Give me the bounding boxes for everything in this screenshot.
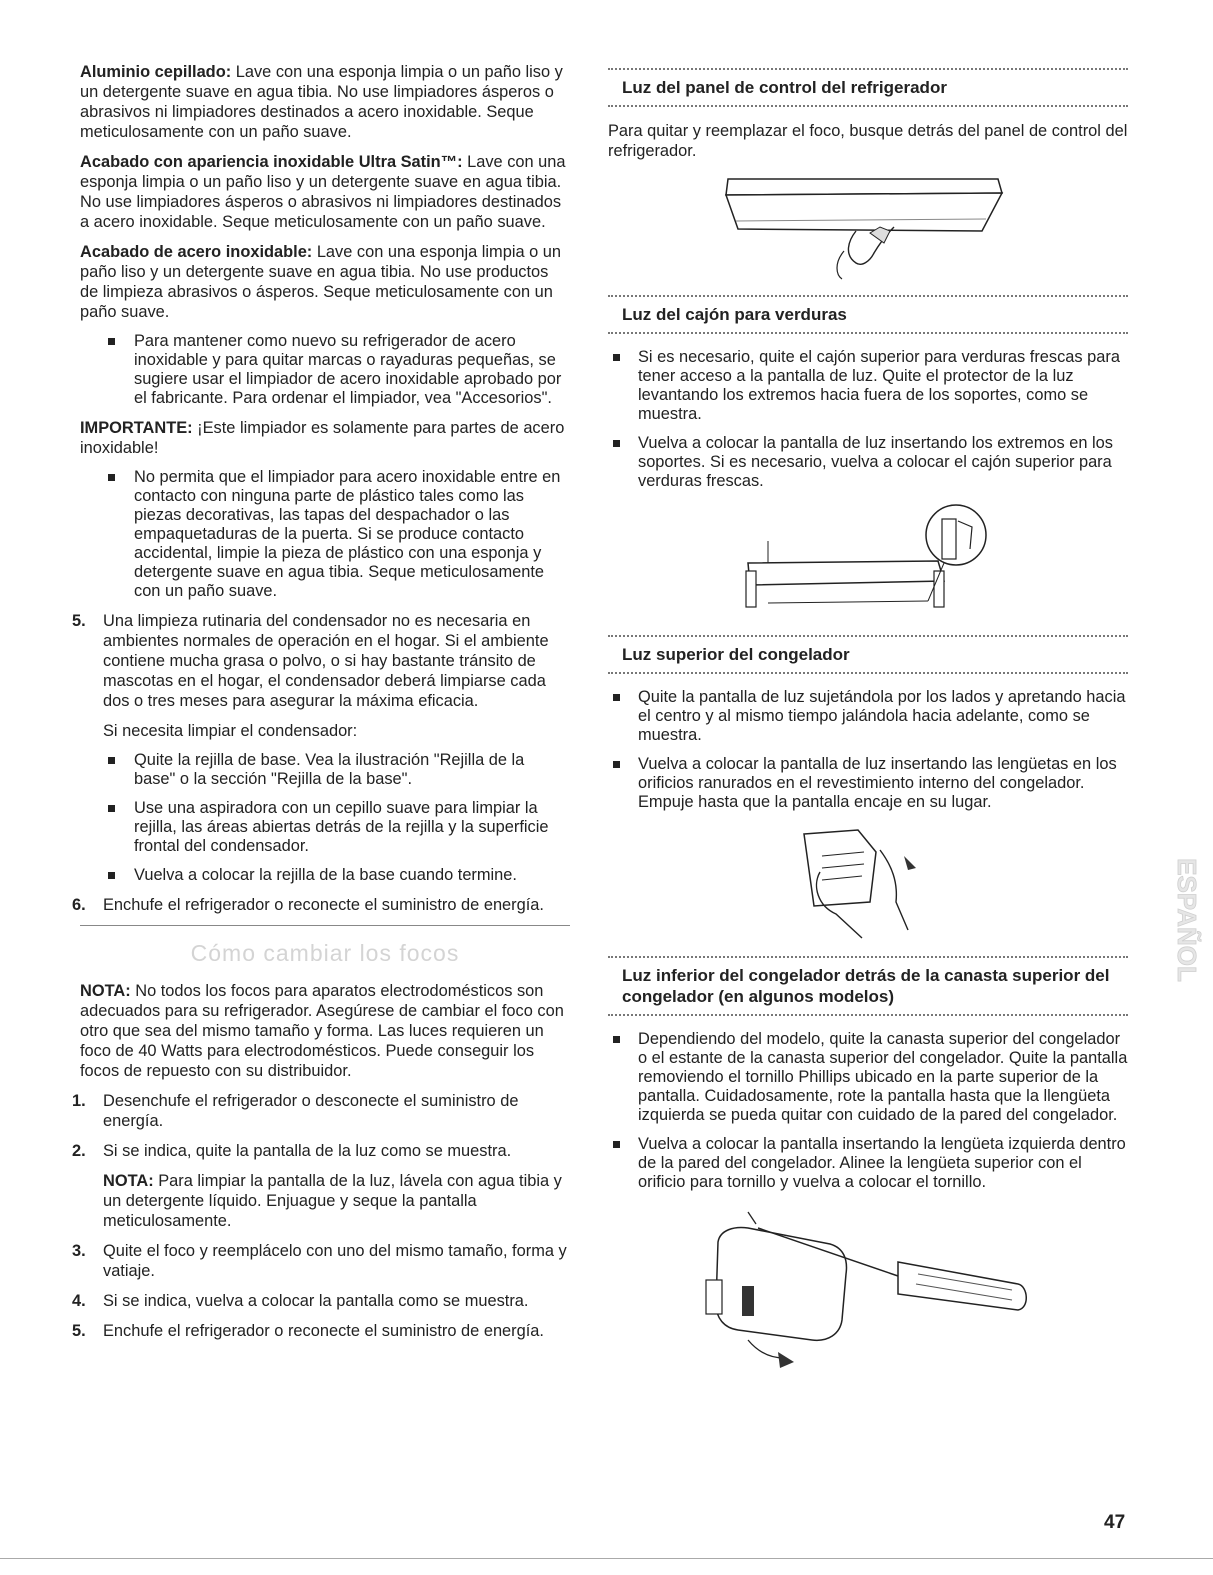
list-item: Vuelva a colocar la rejilla de la base cuando termine. [103,866,570,885]
square-bullet-icon [108,757,115,764]
plastic-bullet-list [103,468,570,601]
left-column [72,62,570,1351]
heading-freezer-upper-light: Luz superior del congelador [608,635,1128,674]
list-item: Para mantener como nuevo su refrigerador de acero inoxidable y para quitar marcas o rayaduras pequeñas, se sugiere usar el limpiador de acero inoxidable aprobado por el fabricante. Para ordenar el limpiador, vea "Accesorios". [103,332,570,408]
freezer-lower-light-illustration [608,1202,1128,1372]
list-item: Quite la pantalla de luz sujetándola por los lados y apretando hacia el centro y al mismo tiempo jalándola hacia adelante, como se muestra. [608,688,1128,745]
list-item: Dependiendo del modelo, quite la canasta superior del congelador o el estante de la canasta superior del congelador. Quite la pantalla removiendo el tornillo Phillips ubicado en la parte superior de la pantalla. Cuidadosamente, rote la pantalla hasta que la llengüeta izquierda se pueda quitar con cuidado de la pared del congelador. [608,1030,1128,1125]
square-bullet-icon [108,338,115,345]
heading-freezer-lower-light: Luz inferior del congelador detrás de la canasta superior del congelador (en algunos modelos) [608,956,1128,1016]
square-bullet-icon [613,1141,620,1148]
ultra-satin-paragraph: Acabado con apariencia inoxidable Ultra Satin™: Lave con una esponja limpia o un paño liso y un detergente suave en agua tibia. No use limpiadores ásperos o abrasivos ni limpiadores destinados a acero inoxidable. Seque meticulosamente con un paño suave. [80,153,566,231]
espanol-tab-icon [1160,800,1202,1040]
nota-limpiar-paragraph: NOTA: Para limpiar la pantalla de la luz, lávela con agua tibia y un detergente líquido. Enjuague y seque la pantalla meticulosamente. [103,1172,562,1230]
section-divider [80,925,570,926]
list-item: Vuelva a colocar la pantalla de luz insertando los extremos en los soportes. Si es necesario, vuelva a colocar el cajón superior para verduras frescas. [608,434,1128,491]
aluminio-paragraph: Aluminio cepillado: Lave con una esponja limpia o un paño liso y un detergente suave en agua tibia. No use limpiadores ásperos o abrasivos ni limpiadores destinados a acero inoxidable. Seque meticulosamente con un paño suave. [80,63,563,141]
freezer-upper-bullet-list [608,688,1128,812]
section-title: Cómo cambiar los focos [190,940,460,966]
square-bullet-icon [613,694,620,701]
freezer-lower-bullet-list [608,1030,1128,1192]
step-5-condensador: 5. Una limpieza rutinaria del condensador no es necesaria en ambientes normales de operación en el hogar. Si el ambiente contiene mucha grasa o polvo, o si hay bastante tránsito de mascotas en el hogar, el condensador deberá limpiarse cada dos o tres meses para asegurar la máxima eficacia. [72,612,549,710]
cleaner-bullet-list [103,332,570,408]
square-bullet-icon [613,440,620,447]
list-item: Si es necesario, quite el cajón superior para verduras frescas para tener acceso a la pantalla de luz. Quite el protector de la luz levantando los extremos hacia fuera de los soportes, como se muestra. [608,348,1128,424]
condensador-subtitle: Si necesita limpiar el condensador: [103,722,358,740]
heading-crisper-light: Luz del cajón para verduras [608,295,1128,334]
condenser-bullet-list [103,751,570,885]
square-bullet-icon [108,872,115,879]
language-side-tab [1160,800,1202,1040]
list-item: Quite la rejilla de base. Vea la ilustración "Rejilla de la base" o la sección "Rejilla de la base". [103,751,570,789]
acero-paragraph: Acabado de acero inoxidable: Lave con una esponja limpia o un paño liso y un detergente suave en agua tibia. No use productos de limpieza abrasivos o ásperos. Seque meticulosamente con un paño suave. [80,243,562,321]
step-1: 1. Desenchufe el refrigerador o desconecte el suministro de energía. [72,1092,519,1130]
nota-paragraph: NOTA: No todos los focos para aparatos electrodomésticos son adecuados para su refrigerador. Asegúrese de cambiar el foco con otro que sea del mismo tamaño y forma. Las luces requieren un foco de 40 Watts para electrodomésticos. Puede conseguir los focos de repuesto con su distribuidor. [80,982,564,1080]
square-bullet-icon [613,1036,620,1043]
page-number: 47 [1104,1512,1126,1533]
step-5: 5. Enchufe el refrigerador o reconecte el suministro de energía. [72,1322,544,1340]
crisper-light-illustration [608,501,1128,621]
step-2: 2. Si se indica, quite la pantalla de la luz como se muestra. [72,1142,512,1160]
step-4: 4. Si se indica, vuelva a colocar la pantalla como se muestra. [72,1292,529,1310]
heading-control-panel-light: Luz del panel de control del refrigerador [608,68,1128,107]
right-column [608,62,1128,1386]
list-item: Vuelva a colocar la pantalla insertando la lengüeta izquierda dentro de la pared del congelador. Alinee la lengüeta superior con el orificio para tornillo y vuelva a colocar el tornillo. [608,1135,1128,1192]
footer-rule [0,1558,1213,1559]
list-item: Vuelva a colocar la pantalla de luz insertando las lengüetas en los orificios ranurados en el revestimiento interno del congelador. Empuje hasta que la pantalla encaje en su lugar. [608,755,1128,812]
list-item: Use una aspiradora con un cepillo suave para limpiar la rejilla, las áreas abiertas detrás de la rejilla y la superficie frontal del condensador. [103,799,570,856]
crisper-bullet-list [608,348,1128,491]
control-panel-light-illustration [608,171,1128,281]
freezer-upper-light-illustration [608,822,1128,942]
square-bullet-icon [613,354,620,361]
list-item: No permita que el limpiador para acero inoxidable entre en contacto con ninguna parte de plástico tales como las piezas decorativas, las tapas del despachador o las empaquetaduras de la puerta. Si se produce contacto accidental, limpie la pieza de plástico con una esponja y detergente suave en agua tibia. Seque meticulosamente con un paño suave. [103,468,570,601]
square-bullet-icon [108,474,115,481]
importante-paragraph: IMPORTANTE: ¡Este limpiador es solamente para partes de acero inoxidable! [80,419,565,457]
square-bullet-icon [613,761,620,768]
square-bullet-icon [108,805,115,812]
step-3: 3. Quite el foco y reemplácelo con uno del mismo tamaño, forma y vatiaje. [72,1242,567,1280]
step-6-enchufe: 6. Enchufe el refrigerador o reconecte el suministro de energía. [72,896,544,914]
control-panel-paragraph: Para quitar y reemplazar el foco, busque detrás del panel de control del refrigerador. [608,122,1128,160]
side-tab-label: ESPAÑOL [1172,858,1202,982]
